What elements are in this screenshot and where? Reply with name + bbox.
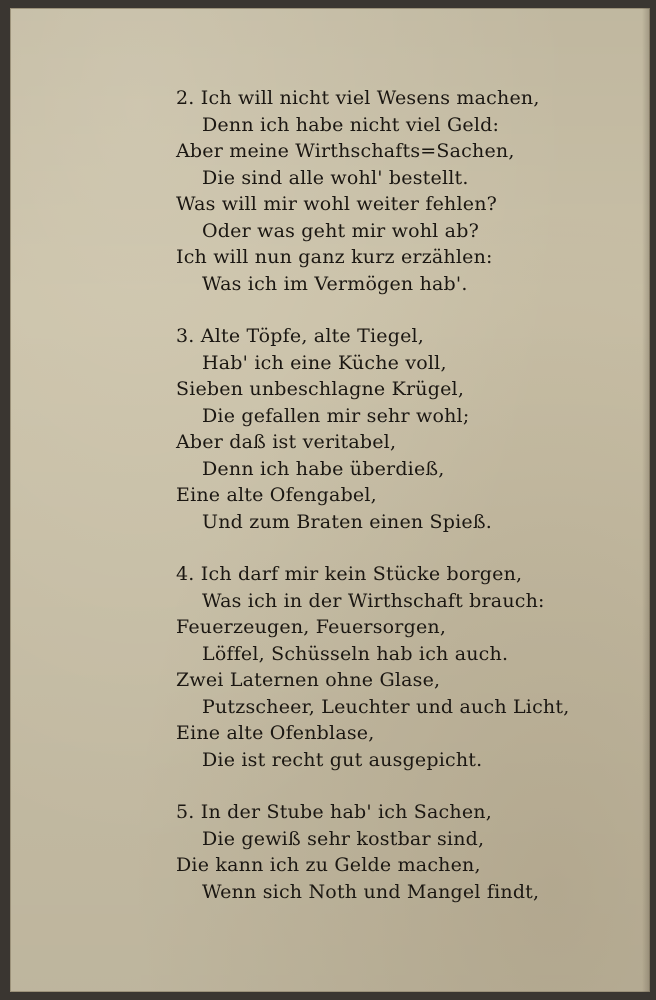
stanza-number: 2. (176, 87, 195, 109)
verse-line: Ich will nicht viel Wesens machen, (200, 87, 540, 109)
verse-line: Ich darf mir kein Stücke borgen, (200, 563, 523, 585)
stanza-5-line-4: Wenn sich Noth und Mangel findt, (202, 880, 540, 903)
stanza-4-line-7: Eine alte Ofenblase, (176, 722, 375, 744)
stanza-2-line-1 (176, 85, 596, 112)
stanza-4-line-4: Löffel, Schüsseln hab ich auch. (202, 642, 509, 665)
page-edge-shadow (642, 8, 650, 992)
stanza-4-line-6: Putzscheer, Leuchter und auch Licht, (202, 695, 570, 718)
stanza-4-line-8: Die ist recht gut ausgepicht. (202, 748, 483, 771)
stanza-4 (176, 561, 596, 773)
stanza-3-line-8: Und zum Braten einen Spieß. (202, 510, 492, 533)
stanza-2-line-3: Aber meine Wirthschafts=Sachen, (176, 140, 515, 162)
stanza-2-line-8: Was ich im Vermögen hab'. (202, 272, 468, 295)
stanza-3-line-7: Eine alte Ofengabel, (176, 484, 377, 506)
stanza-number: 3. (176, 325, 195, 347)
stanza-5-line-3: Die kann ich zu Gelde machen, (176, 854, 481, 876)
stanza-3-line-6: Denn ich habe überdieß, (202, 457, 445, 480)
stanza-3-line-3: Sieben unbeschlagne Krügel, (176, 378, 465, 400)
stanza-3-line-1 (176, 323, 596, 350)
stanza-3 (176, 323, 596, 535)
stanza-5 (176, 799, 596, 905)
stanza-2-line-5: Was will mir wohl weiter fehlen? (176, 193, 498, 215)
stanza-number: 5. (176, 801, 195, 823)
stanza-3-line-5: Aber daß ist veritabel, (176, 431, 397, 453)
verse-line: In der Stube hab' ich Sachen, (200, 801, 492, 823)
stanza-5-line-2: Die gewiß sehr kostbar sind, (202, 827, 485, 850)
stanza-4-line-5: Zwei Laternen ohne Glase, (176, 669, 441, 691)
stanza-2-line-7: Ich will nun ganz kurz erzählen: (176, 246, 493, 268)
poem-text (176, 85, 596, 905)
stanza-3-line-4: Die gefallen mir sehr wohl; (202, 404, 470, 427)
stanza-2-line-6: Oder was geht mir wohl ab? (202, 219, 479, 242)
stanza-2-line-2: Denn ich habe nicht viel Geld: (202, 113, 500, 136)
stanza-2-line-4: Die sind alle wohl' bestellt. (202, 166, 469, 189)
stanza-3-line-2: Hab' ich eine Küche voll, (202, 351, 447, 374)
verse-line: Alte Töpfe, alte Tiegel, (200, 325, 425, 347)
stanza-4-line-1 (176, 561, 596, 588)
stanza-4-line-3: Feuerzeugen, Feuersorgen, (176, 616, 447, 638)
stanza-4-line-2: Was ich in der Wirthschaft brauch: (202, 589, 545, 612)
stanza-number: 4. (176, 563, 195, 585)
stanza-2 (176, 85, 596, 297)
stanza-5-line-1 (176, 799, 596, 826)
